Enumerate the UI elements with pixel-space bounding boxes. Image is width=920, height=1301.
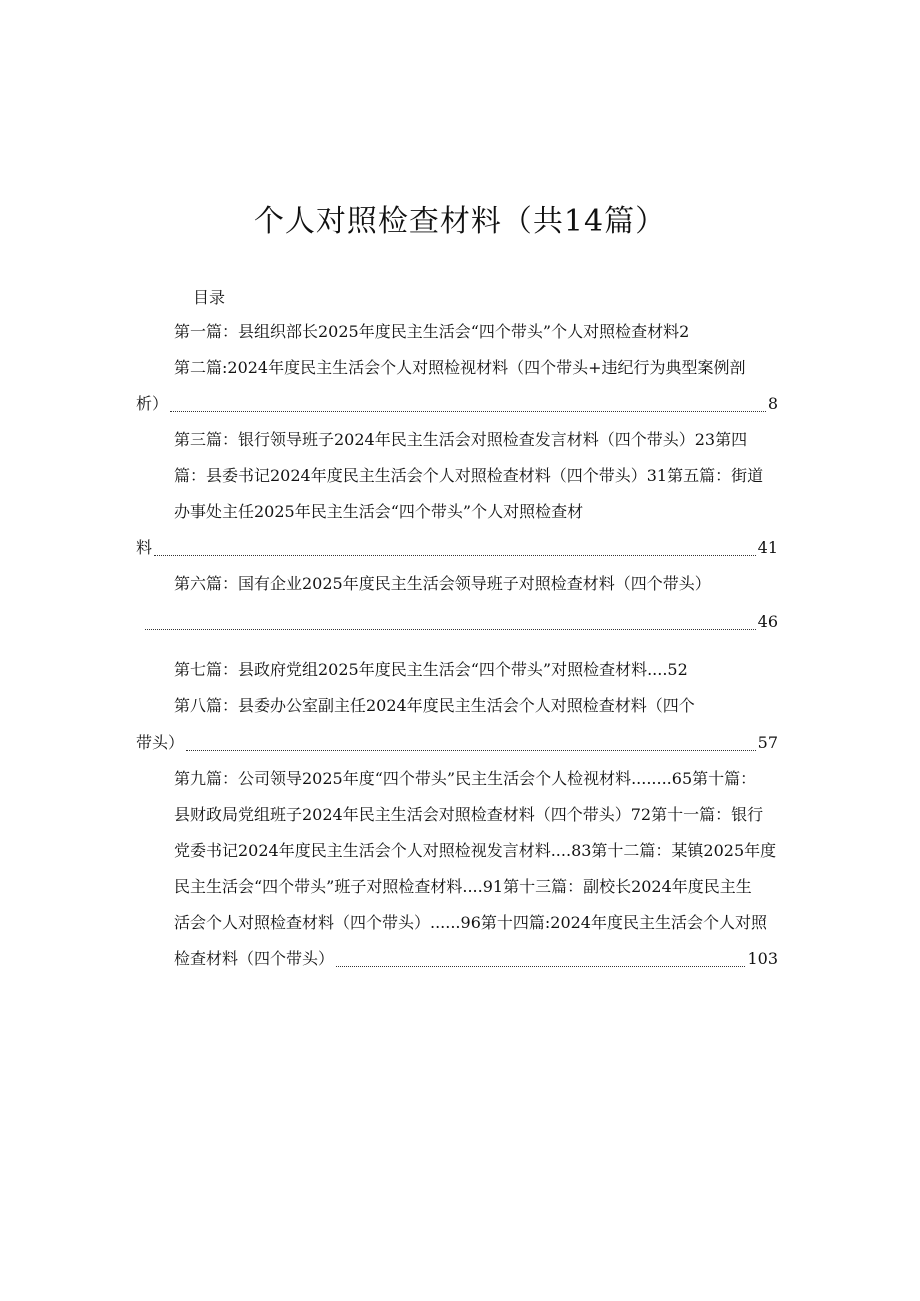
toc-entry-14-leader[interactable] [174,949,778,969]
toc-entry-10[interactable]: 县财政局党组班子2024年民主生活会对照检查材料（四个带头）72第十一篇：银行 [174,805,764,824]
toc-entry-3[interactable]: 第三篇：银行领导班子2024年民主生活会对照检查发言材料（四个带头）23第四 [174,430,748,449]
toc-entry-11[interactable]: 党委书记2024年度民主生活会个人对照检视发言材料....83第十二篇：某镇2025年度 [174,841,777,860]
dot-leader [154,541,756,556]
toc-entry-2-leader[interactable] [136,394,778,414]
page-number: 57 [757,733,778,752]
toc-entry-12[interactable]: 民主生活会“四个带头”班子对照检查材料....91第十三篇：副校长2024年度民主生 [174,877,752,896]
toc-entry-1[interactable]: 第一篇：县组织部长2025年度民主生活会“四个带头”个人对照检查材料2 [174,322,690,341]
toc-entry-14-tail: 检查材料（四个带头） [174,949,335,968]
dot-leader [170,397,766,412]
toc-entry-9[interactable]: 第九篇：公司领导2025年度“四个带头”民主生活会个人检视材料........65第十篇： [174,769,757,788]
toc-entry-6[interactable]: 第六篇：国有企业2025年度民主生活会领导班子对照检查材料（四个带头） [174,574,711,593]
toc-entry-6-leader[interactable] [143,612,778,632]
dot-leader [186,736,756,751]
toc-heading: 目录 [193,288,226,307]
document-title: 个人对照检查材料（共14篇） [253,204,667,239]
toc-entry-2[interactable]: 第二篇:2024年度民主生活会个人对照检视材料（四个带头+违纪行为典型案例剖 [174,358,746,377]
toc-entry-5-tail: 料 [136,538,153,557]
dot-leader [145,615,756,630]
toc-entry-5[interactable]: 办事处主任2025年民主生活会“四个带头”个人对照检查材 [174,502,584,521]
page-number: 46 [757,612,778,631]
toc-entry-4[interactable]: 篇：县委书记2024年度民主生活会个人对照检查材料（四个带头）31第五篇：街道 [174,466,764,485]
page-number: 8 [767,394,778,413]
toc-entry-8-tail: 带头） [136,733,185,752]
toc-entry-2-tail: 析） [136,394,169,413]
toc-entry-13[interactable]: 活会个人对照检查材料（四个带头）......96第十四篇:2024年度民主生活会个人对照 [174,913,767,932]
page-number: 41 [757,538,778,557]
page-number: 103 [747,949,778,968]
toc-entry-8-leader[interactable] [136,733,778,753]
toc-entry-7[interactable]: 第七篇：县政府党组2025年度民主生活会“四个带头”对照检查材料....52 [174,660,688,679]
toc-entry-8[interactable]: 第八篇：县委办公室副主任2024年度民主生活会个人对照检查材料（四个 [174,696,695,715]
toc-entry-5-leader[interactable] [136,538,778,558]
dot-leader [336,952,745,967]
